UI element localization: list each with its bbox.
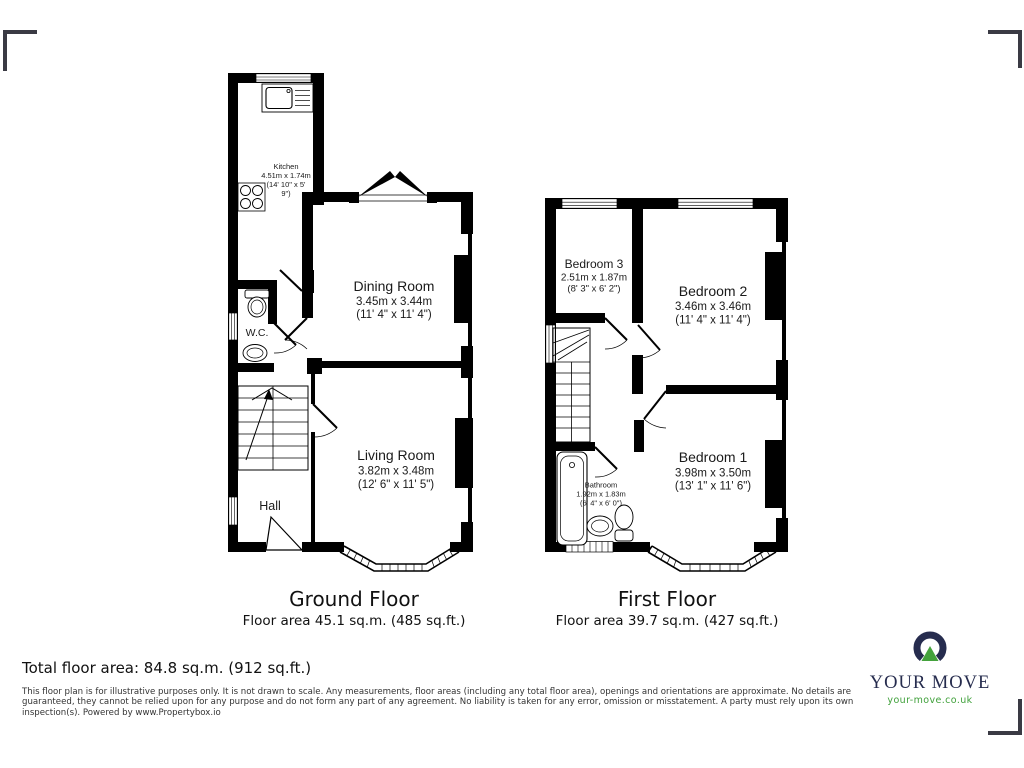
wc-label: W.C. <box>245 327 269 339</box>
bedroom3-imperial: (8' 3" x 6' 2") <box>567 283 621 295</box>
hall-label: Hall <box>259 499 281 513</box>
bedroom2-imperial: (11' 4" x 11' 4") <box>675 314 751 327</box>
wc-basin <box>243 345 267 362</box>
dining-room-imperial: (11' 4" x 11' 4") <box>356 309 432 321</box>
disclaimer-line-1: This floor plan is for illustrative purposes only. It is not drawn to scale. Any measurements, floor areas (including any total floor area), openings and orientations are approximate. No details are <box>22 687 852 697</box>
bathroom-imperial: (6' 4" x 6' 0") <box>580 498 622 508</box>
living-room-imperial: (12' 6" x 11' 5") <box>357 479 435 491</box>
logo-wordmark: YOUR MOVE <box>869 673 991 693</box>
bathroom-basin <box>587 516 613 536</box>
kitchen-label: Kitchen <box>273 162 299 171</box>
bedroom3-metric: 2.51m x 1.87m <box>560 272 628 284</box>
kitchen-metric: 4.51m x 1.74m <box>261 171 311 180</box>
wc-toilet <box>245 290 269 317</box>
dining-room-label: Dining Room <box>353 278 435 294</box>
ground-floor-plan <box>228 73 473 571</box>
bathroom-metric: 1.92m x 1.83m <box>576 489 626 499</box>
ground-bay-window <box>340 546 459 571</box>
disclaimer-text <box>22 687 853 718</box>
kitchen-imperial-2: 9") <box>281 189 291 198</box>
living-room-label: Living Room <box>357 447 435 463</box>
bedroom2-metric: 3.46m x 3.46m <box>674 301 752 313</box>
first-floor-area: Floor area 39.7 sq.m. (427 sq.ft.) <box>555 613 779 629</box>
bedroom1-label: Bedroom 1 <box>678 449 748 465</box>
bedroom3-label: Bedroom 3 <box>564 257 624 271</box>
living-room-metric: 3.82m x 3.48m <box>357 465 435 478</box>
your-move-icon <box>908 629 952 671</box>
kitchen-sink <box>262 84 313 112</box>
ground-stairs <box>238 386 308 470</box>
disclaimer-line-2: guaranteed, they cannot be relied upon for any purpose and do not form any part of any agreement. No liability is taken for any error, omission or misstatement. A party must rely upon its own <box>22 697 854 708</box>
ground-floor-title: Ground Floor <box>289 587 419 611</box>
bedroom2-label: Bedroom 2 <box>678 283 748 299</box>
total-floor-area: Total floor area: 84.8 sq.m. (912 sq.ft.) <box>22 659 312 677</box>
first-floor-title: First Floor <box>617 587 717 611</box>
bedroom1-metric: 3.98m x 3.50m <box>674 467 752 480</box>
bathroom-toilet <box>615 505 633 541</box>
bathroom-label: Bathroom <box>584 480 618 490</box>
kitchen-hob <box>238 183 265 211</box>
first-doors <box>595 318 666 477</box>
first-floor-plan <box>545 198 788 571</box>
logo-url: your-move.co.uk <box>887 695 973 706</box>
dining-room-metric: 3.45m x 3.44m <box>355 296 433 308</box>
disclaimer-line-3: inspection(s). Powered by www.Propertybox.io <box>22 707 221 718</box>
first-stairs <box>553 328 590 442</box>
your-move-logo <box>867 629 993 706</box>
bedroom1-imperial: (13' 1" x 11' 6") <box>674 480 752 493</box>
kitchen-imperial-1: (14' 10" x 5' <box>266 180 306 189</box>
ground-floor-area: Floor area 45.1 sq.m. (485 sq.ft.) <box>242 613 466 629</box>
ground-french-doors <box>349 171 437 201</box>
